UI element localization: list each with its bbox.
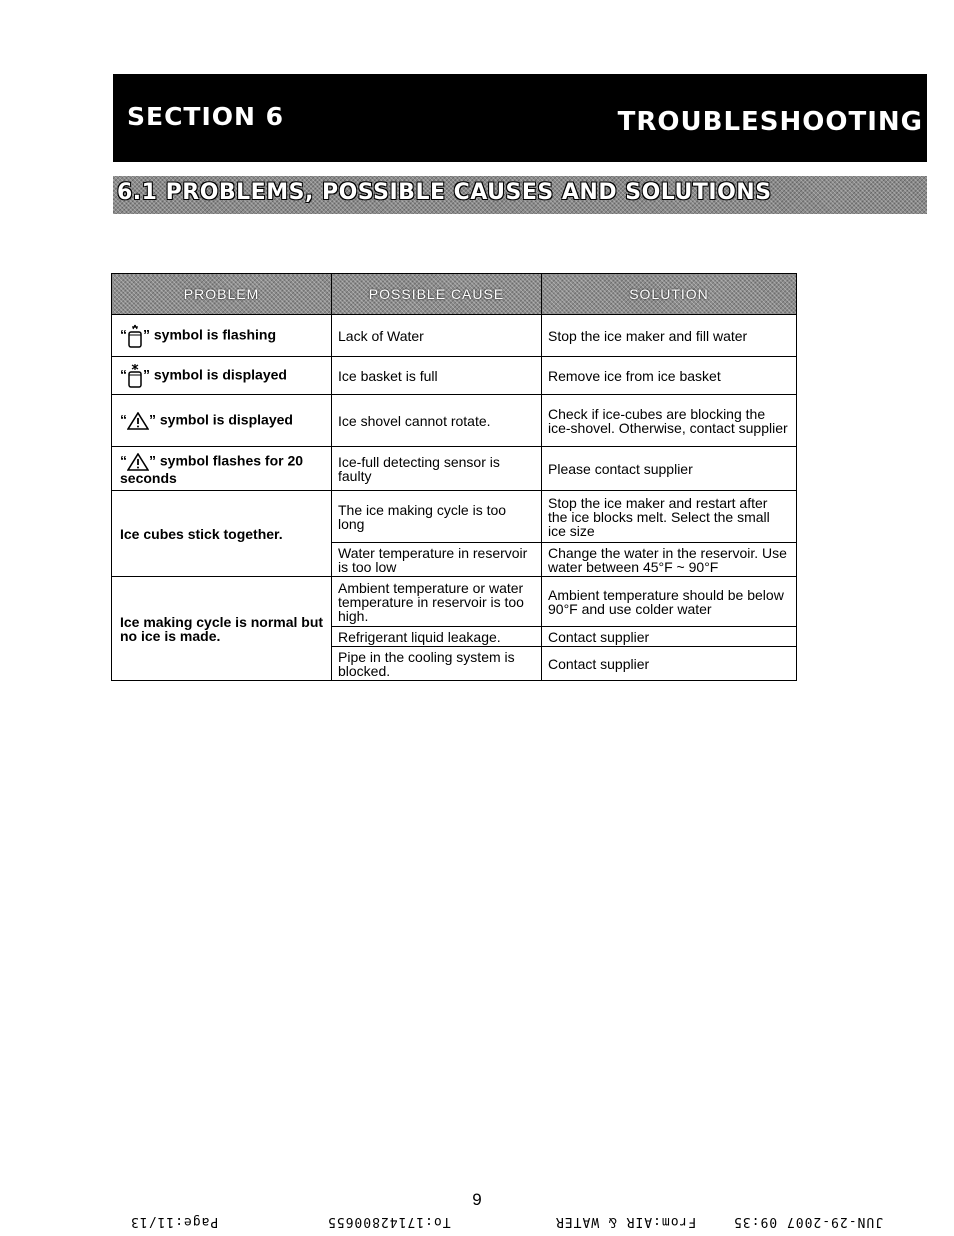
cause-cell: Ice shovel cannot rotate. [332, 395, 542, 447]
column-header-problem: PROBLEM [112, 274, 332, 315]
problem-text: symbol is flashing [153, 326, 277, 343]
table-row [112, 447, 797, 491]
cause-cell: Ice basket is full [332, 357, 542, 395]
fax-timestamp: JUN-29-2007 09:35 [733, 1214, 884, 1229]
cause-cell: Ambient temperature or water temperature in reservoir is too high. [332, 577, 542, 627]
subheading-bar [113, 176, 927, 214]
section-label: SECTION 6 [127, 102, 285, 131]
solution-cell: Please contact supplier [542, 447, 797, 491]
fax-sender: From:AIR & WATER [555, 1214, 697, 1229]
table-row [112, 577, 797, 627]
table-row [112, 491, 797, 543]
cause-cell: Pipe in the cooling system is blocked. [332, 647, 542, 681]
problem-cell: Ice making cycle is normal but no ice is made. [112, 577, 332, 681]
ice-bucket-icon [127, 323, 143, 349]
cause-cell: The ice making cycle is too long [332, 491, 542, 543]
problem-text: symbol is displayed [153, 366, 287, 383]
solution-cell: Remove ice from ice basket [542, 357, 797, 395]
fax-page-count: Page:11/13 [130, 1214, 219, 1229]
column-header-cause: POSSIBLE CAUSE [332, 274, 542, 315]
cause-cell: Water temperature in reservoir is too low [332, 543, 542, 577]
section-header [113, 74, 927, 162]
warning-triangle-icon [127, 412, 149, 430]
page-number: 9 [472, 1190, 482, 1209]
cause-cell: Lack of Water [332, 315, 542, 357]
subheading-title: 6.1 PROBLEMS, POSSIBLE CAUSES AND SOLUTIONS [117, 180, 772, 205]
cause-cell: Refrigerant liquid leakage. [332, 627, 542, 647]
problem-text: symbol is displayed [159, 411, 293, 428]
solution-cell: Stop the ice maker and restart after the ice blocks melt. Select the small ice size [542, 491, 797, 543]
problem-cell: “ ” symbol is displayed [112, 395, 332, 447]
solution-cell: Check if ice-cubes are blocking the ice-shovel. Otherwise, contact supplier [542, 395, 797, 447]
solution-cell: Stop the ice maker and fill water [542, 315, 797, 357]
solution-cell: Contact supplier [542, 627, 797, 647]
solution-cell: Ambient temperature should be below 90°F and use colder water [542, 577, 797, 627]
warning-triangle-icon [127, 453, 149, 471]
table-row [112, 395, 797, 447]
problem-cell: Ice cubes stick together. [112, 491, 332, 577]
column-header-solution: SOLUTION [542, 274, 797, 315]
table-row [112, 315, 797, 357]
troubleshooting-table [111, 273, 797, 681]
problem-cell: “ ” symbol is displayed [112, 357, 332, 395]
table-row [112, 357, 797, 395]
solution-cell: Contact supplier [542, 647, 797, 681]
table-header-row [112, 274, 797, 315]
problem-cell: “ ” symbol flashes for 20 seconds [112, 447, 332, 491]
section-title: TROUBLESHOOTING [617, 107, 923, 137]
problem-cell: “ ” symbol is flashing [112, 315, 332, 357]
solution-cell: Change the water in the reservoir. Use water between 45°F ~ 90°F [542, 543, 797, 577]
fax-recipient: To:17142800655 [327, 1214, 451, 1229]
ice-bucket-icon [127, 363, 143, 389]
cause-cell: Ice-full detecting sensor is faulty [332, 447, 542, 491]
problem-text: symbol flashes for 20 seconds [120, 452, 304, 486]
